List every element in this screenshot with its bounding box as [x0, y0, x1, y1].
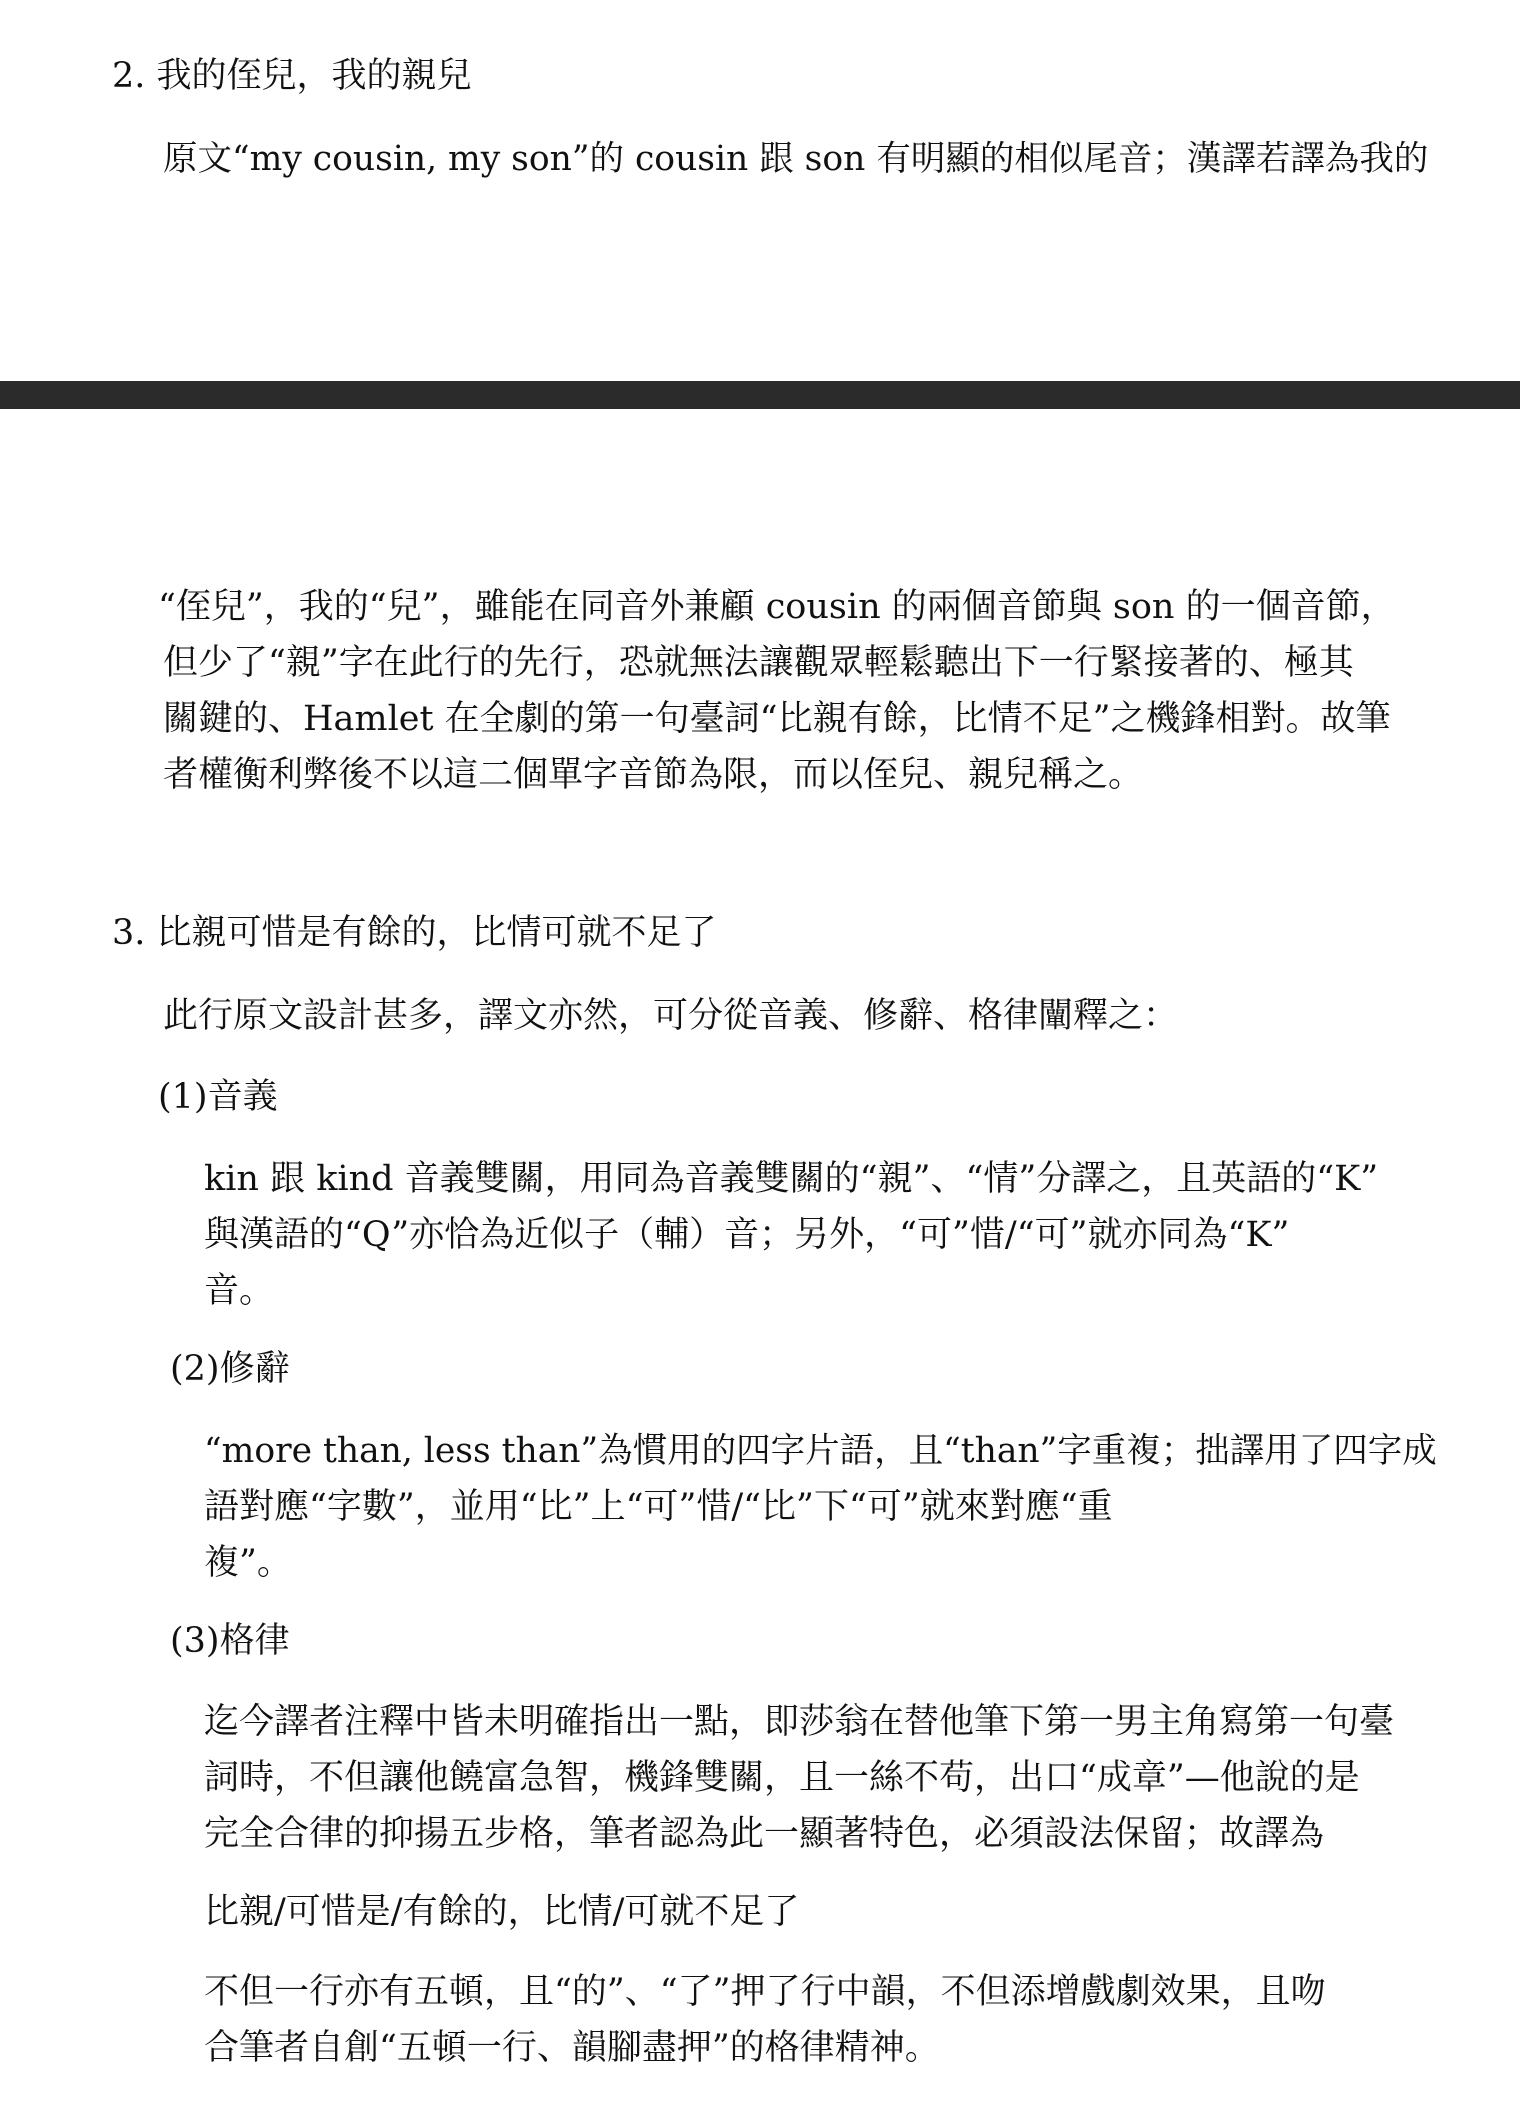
- rhetoric-line: 複”。: [204, 1543, 292, 1583]
- rhetoric-line: 語對應“字數”，並用“比”上“可”惜/“比”下“可”就來對應“重: [204, 1487, 1113, 1527]
- section-2-paragraph-line: 者權衡利弊後不以這二個單字音節為限，而以侄兒、親兒稱之。: [163, 755, 1144, 795]
- section-2-paragraph-line: 但少了“親”字在此行的先行，恐就無法讓觀眾輕鬆聽出下一行緊接著的、極其: [163, 643, 1354, 683]
- meter-line: 完全合律的抑揚五步格，筆者認為此一顯著特色，必須設法保留；故譯為: [204, 1814, 1325, 1854]
- section-2-paragraph-line: 原文“my cousin, my son”的 cousin 跟 son 有明顯的相似尾音；漢譯若譯為我的: [163, 139, 1429, 179]
- section-3-intro: 此行原文設計甚多，譯文亦然，可分從音義、修辭、格律闡釋之：: [163, 996, 1179, 1036]
- subsection-title-rhetoric: (2)修辭: [170, 1349, 290, 1389]
- closing-line: 不但一行亦有五頓，且“的”、“了”押了行中韻，不但添增戲劇效果，且吻: [204, 1972, 1326, 2012]
- subsection-title-phonetics: (1)音義: [158, 1077, 278, 1117]
- section-2-paragraph-line: 關鍵的、Hamlet 在全劇的第一句臺詞“比親有餘，比情不足”之機鋒相對。故筆: [163, 699, 1391, 739]
- closing-line: 合筆者自創“五頓一行、韻腳盡押”的格律精神。: [204, 2028, 940, 2068]
- meter-line: 迄今譯者注釋中皆未明確指出一點，即莎翁在替他筆下第一男主角寫第一句臺: [204, 1702, 1395, 1742]
- section-3-heading: 3. 比親可惜是有餘的，比情可就不足了: [112, 913, 717, 953]
- phonetics-line: 與漢語的“Q”亦恰為近似子（輔）音；另外，“可”惜/“可”就亦同為“K”: [204, 1215, 1290, 1255]
- page-divider: [0, 381, 1520, 409]
- section-2-heading: 2. 我的侄兒，我的親兒: [112, 56, 472, 96]
- subsection-title-meter: (3)格律: [170, 1621, 290, 1661]
- translated-verse: 比親/可惜是/有餘的，比情/可就不足了: [204, 1892, 800, 1932]
- rhetoric-line: “more than, less than”為慣用的四字片語，且“than”字重複；拙譯用了四字成: [204, 1431, 1437, 1471]
- phonetics-line: kin 跟 kind 音義雙關，用同為音義雙關的“親”、“情”分譯之，且英語的“K”: [204, 1159, 1379, 1199]
- section-2-paragraph-line: “侄兒”，我的“兒”，雖能在同音外兼顧 cousin 的兩個音節與 son 的一個音節，: [158, 587, 1396, 627]
- phonetics-line: 音。: [204, 1271, 275, 1311]
- meter-line: 詞時，不但讓他饒富急智，機鋒雙關，且一絲不苟，出口“成章”—他說的是: [204, 1758, 1360, 1798]
